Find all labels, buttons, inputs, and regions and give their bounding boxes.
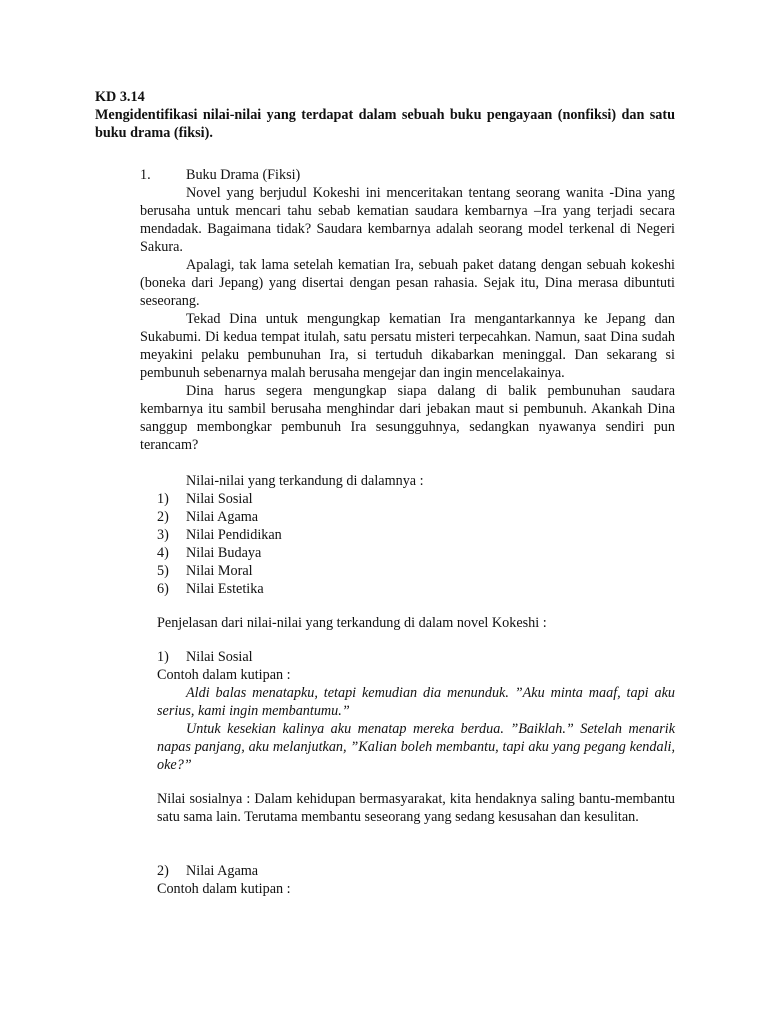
quote-text: Aldi balas menatapku, tetapi kemudian dia menunduk. ”Aku minta maaf, tapi aku serius, kami ingin membantumu.” — [157, 685, 675, 719]
values-list — [95, 490, 675, 598]
list-item: 3) Nilai Pendidikan — [157, 527, 282, 543]
kd-code: KD 3.14 — [95, 89, 145, 105]
value-agama-heading: 2) Nilai Agama — [157, 863, 259, 879]
values-intro: Nilai-nilai yang terkandung di dalamnya : — [186, 473, 424, 489]
value-explanation: Nilai sosialnya : Dalam kehidupan bermasyarakat, kita hendaknya saling bantu-membantu satu sama lain. Terutama membantu seseorang yang sedang kesusahan dan kesulitan. — [157, 791, 675, 825]
value-sosial-heading: 1) Nilai Sosial — [157, 649, 253, 665]
quote-label: Contoh dalam kutipan : — [157, 881, 291, 897]
list-item: 5) Nilai Moral — [157, 563, 253, 579]
list-item: 4) Nilai Budaya — [157, 545, 262, 561]
synopsis-paragraph: Tekad Dina untuk mengungkap kematian Ira mengantarkannya ke Jepang dan Sukabumi. Di kedua tempat itulah, satu persatu misteri terpecahkan. Namun, saat Dina sudah meyakini pelaku pembunuhan Ira, si tertuduh dikabarkan meninggal. Dan sekarang si pembunuh sebenarnya malah berusaha mengejar dan ingin mencelakainya. — [140, 311, 675, 381]
list-item: 2) Nilai Agama — [157, 509, 259, 525]
quote-text: Untuk kesekian kalinya aku menatap mereka berdua. ”Baiklah.” Setelah menarik napas panjang, aku melanjutkan, ”Kalian boleh membantu, tapi aku yang pegang kendali, oke?” — [157, 721, 675, 773]
list-item: 6) Nilai Estetika — [157, 581, 264, 597]
section-title: Buku Drama (Fiksi) — [186, 167, 301, 183]
list-item: 1) Nilai Sosial — [157, 491, 253, 507]
explanation-intro: Penjelasan dari nilai-nilai yang terkandung di dalam novel Kokeshi : — [157, 615, 547, 631]
synopsis-paragraph: Novel yang berjudul Kokeshi ini menceritakan tentang seorang wanita -Dina yang berusaha untuk mencari tahu sebab kematian saudara kembarnya –Ira yang terjadi secara mendadak. Bagaimana tidak? Saudara kembarnya adalah seorang model terkenal di Negeri Sakura. — [140, 185, 675, 255]
document-body — [95, 88, 675, 898]
synopsis-paragraph: Dina harus segera mengungkap siapa dalang di balik pembunuhan saudara kembarnya itu sambil berusaha menghindar dari jebakan maut si pembunuh. Akankah Dina sanggup membongkar pembunuh Ira sesungguhnya, sedangkan nyawanya sendiri pun terancam? — [140, 383, 675, 453]
synopsis-paragraph: Apalagi, tak lama setelah kematian Ira, sebuah paket datang dengan sebuah kokeshi (boneka dari Jepang) yang disertai dengan pesan rahasia. Sejak itu, Dina merasa dibuntuti seseorang. — [140, 257, 675, 309]
section-number: 1. — [140, 167, 151, 183]
section-1-title-row — [95, 166, 675, 184]
document-heading: Mengidentifikasi nilai-nilai yang terdapat dalam sebuah buku pengayaan (nonfiksi) dan satu buku drama (fiksi). — [95, 107, 675, 141]
quote-label: Contoh dalam kutipan : — [157, 667, 291, 683]
